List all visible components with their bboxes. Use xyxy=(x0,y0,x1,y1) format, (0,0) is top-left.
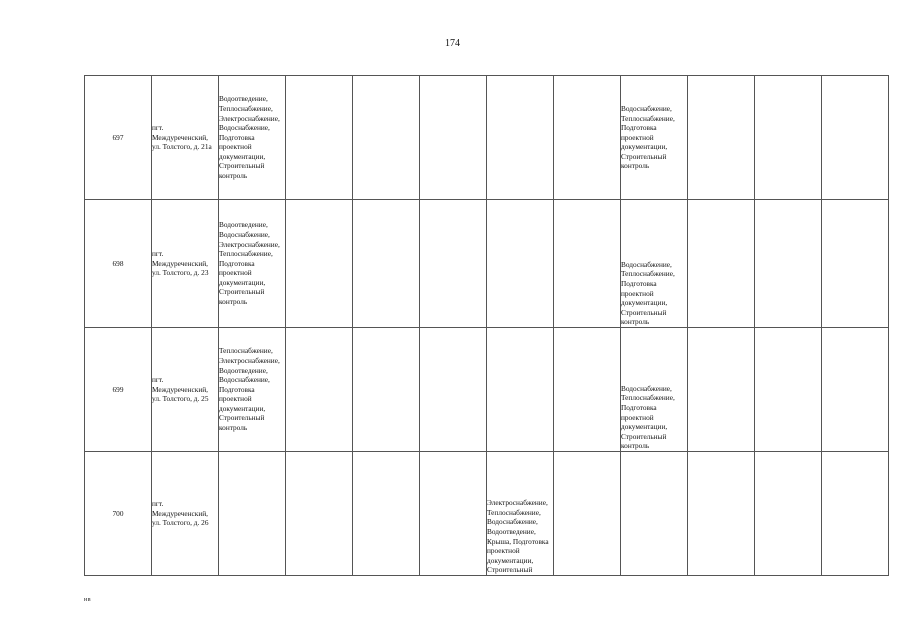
table-row xyxy=(85,200,889,328)
works-table xyxy=(84,75,889,576)
row-works-main: Теплоснабжение, Электроснабжение, Водоотведение, Водоснабжение, Подготовка проектной документации, Строительный контроль xyxy=(219,328,286,452)
empty-cell xyxy=(554,200,621,328)
empty-cell xyxy=(688,328,755,452)
table-row xyxy=(85,452,889,576)
empty-cell xyxy=(822,200,889,328)
empty-cell xyxy=(420,76,487,200)
row-number: 699 xyxy=(85,328,152,452)
row-number: 697 xyxy=(85,76,152,200)
table-row xyxy=(85,76,889,200)
empty-cell xyxy=(688,76,755,200)
empty-cell xyxy=(420,200,487,328)
empty-cell xyxy=(353,328,420,452)
row-works-col7: Водоснабжение, Теплоснабжение, Подготовка проектной документации, Строительный контроль xyxy=(621,76,688,200)
empty-cell xyxy=(755,76,822,200)
row-works-main: Водоотведение, Теплоснабжение, Электроснабжение, Водоснабжение, Подготовка проектной документации, Строительный контроль xyxy=(219,76,286,200)
empty-cell xyxy=(554,76,621,200)
empty-cell xyxy=(822,452,889,576)
row-works-col6 xyxy=(487,76,554,200)
row-works-col6 xyxy=(487,200,554,328)
row-address: пгт. Междуреченский, ул. Толстого, д. 26 xyxy=(152,452,219,576)
table-row xyxy=(85,328,889,452)
empty-cell xyxy=(822,76,889,200)
row-address: пгт. Междуреченский, ул. Толстого, д. 21а xyxy=(152,76,219,200)
empty-cell xyxy=(688,452,755,576)
row-number: 698 xyxy=(85,200,152,328)
empty-cell xyxy=(286,76,353,200)
empty-cell xyxy=(286,328,353,452)
row-works-col7: Водоснабжение, Теплоснабжение, Подготовка проектной документации, Строительный контроль xyxy=(621,200,688,328)
empty-cell xyxy=(286,452,353,576)
empty-cell xyxy=(755,200,822,328)
empty-cell xyxy=(755,452,822,576)
row-works-main: Водоотведение, Водоснабжение, Электроснабжение, Теплоснабжение, Подготовка проектной документации, Строительный контроль xyxy=(219,200,286,328)
row-works-col6 xyxy=(487,328,554,452)
empty-cell xyxy=(554,452,621,576)
row-number: 700 xyxy=(85,452,152,576)
empty-cell xyxy=(353,76,420,200)
page-number: 174 xyxy=(445,38,460,49)
empty-cell xyxy=(755,328,822,452)
row-works-col7 xyxy=(621,452,688,576)
empty-cell xyxy=(286,200,353,328)
empty-cell xyxy=(353,452,420,576)
empty-cell xyxy=(420,452,487,576)
empty-cell xyxy=(554,328,621,452)
empty-cell xyxy=(353,200,420,328)
footer-mark: нв xyxy=(84,597,92,603)
empty-cell xyxy=(420,328,487,452)
row-address: пгт. Междуреченский, ул. Толстого, д. 23 xyxy=(152,200,219,328)
row-works-col6: Электроснабжение, Теплоснабжение, Водоснабжение, Водоотведение, Крыша, Подготовка проектной документации, Строительный xyxy=(487,452,554,576)
row-address: пгт. Междуреченский, ул. Толстого, д. 25 xyxy=(152,328,219,452)
row-works-main xyxy=(219,452,286,576)
row-works-col7: Водоснабжение, Теплоснабжение, Подготовка проектной документации, Строительный контроль xyxy=(621,328,688,452)
empty-cell xyxy=(822,328,889,452)
empty-cell xyxy=(688,200,755,328)
